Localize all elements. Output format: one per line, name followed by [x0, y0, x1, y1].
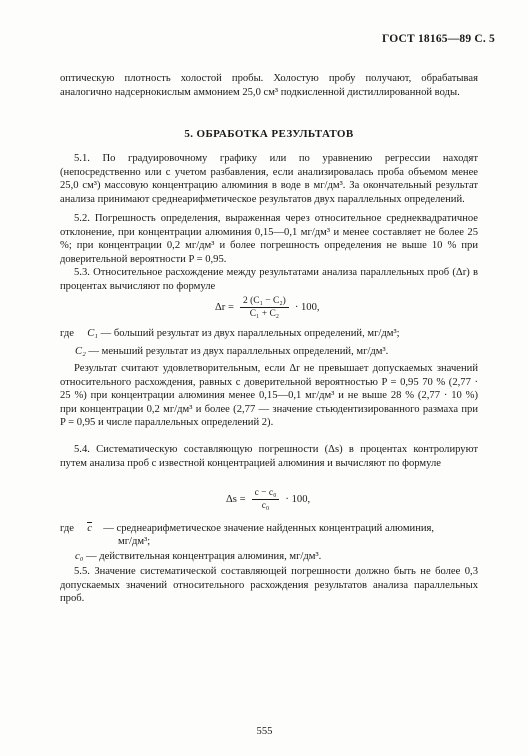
paragraph-5-1: 5.1. По градуировочному графику или по уравнению регрессии находят (непосредственно или с учетом разбавления, если анализировалась проба объемом менее 25,0 см³) массовую концентрацию алюминия в воде в мг/дм³. За окончательный результат анализа принимают среднеарифметическое результатов двух параллельных определений.: [60, 153, 478, 205]
formula1-fraction: [240, 296, 289, 319]
formula2-numerator: c − c₀: [252, 488, 280, 500]
definition-symbol: c: [87, 523, 92, 534]
definition-c1: [60, 327, 400, 341]
definition-c0: [75, 550, 321, 564]
definition-symbol: C₁: [87, 328, 98, 339]
definition-prefix: где: [60, 328, 74, 339]
paragraph-result: Результат считают удовлетворительным, если Δr не превышает допускаемых значений относительного расхождения, равных с доверительной вероятностью P = 0,95 70 % (2,77 · 25 %) при концентрации алюминия менее 0,15—0,1 мг/дм³ и не выше 28 % (2,77 · 10 %) при концентрации 0,2 мг/дм³ и более (2,77 — значение стьюдентизированного размаха при P = 0,95 и числе параллельных определений 2).: [60, 363, 478, 429]
formula2-denominator: c₀: [261, 501, 270, 511]
formula-systematic-error: [226, 488, 310, 511]
formula2-rhs: · 100,: [285, 494, 311, 505]
formula1-rhs: · 100,: [294, 302, 320, 313]
definition-text: — среднеарифметическое значение найденных концентраций алюминия,: [103, 523, 435, 534]
paragraph-5-2: 5.2. Погрешность определения, выраженная через относительное среднеквадратичное отклонение, при концентрации алюминия 0,15—0,1 мг/дм³ и менее составляет не более 25 %; при концентрации 0,2 мг/дм³ и более погрешность определения не выше 10 % при доверительной вероятности P = 0,95.: [60, 213, 478, 265]
definition-text: — действительная концентрация алюминия, мг/дм³.: [86, 551, 322, 562]
formula1-lhs: Δr =: [215, 302, 234, 313]
formula1-numerator: 2 (C₁ − C₂): [240, 296, 289, 308]
definition-symbol: C₂: [75, 346, 86, 357]
paragraph-5-3: 5.3. Относительное расхождение между результатами анализа параллельных проб (Δr) в процентах вычисляют по формуле: [60, 267, 478, 292]
formula1-denominator: C₁ + C₂: [249, 309, 280, 319]
definition-prefix: где: [60, 523, 74, 534]
section-title: 5. ОБРАБОТКА РЕЗУЛЬТАТОВ: [184, 128, 354, 140]
page-header: ГОСТ 18165—89 С. 5: [382, 33, 495, 45]
paragraph-5-4: 5.4. Систематическую составляющую погрешности (Δs) в процентах контролируют путем анализа проб с известной концентрацией алюминия и вычисляют по формуле: [60, 444, 478, 469]
page-number: 555: [256, 726, 273, 737]
definition-c-mean: [60, 522, 434, 536]
formula2-lhs: Δs =: [226, 494, 246, 505]
paragraph-5-5: 5.5. Значение систематической составляющей погрешности должно быть не более 0,3 допускаемых значений относительного расхождения результатов анализа параллельных проб.: [60, 566, 478, 605]
definition-text: — больший результат из двух параллельных определений, мг/дм³;: [100, 328, 400, 339]
definition-text: — меньший результат из двух параллельных определений, мг/дм³.: [88, 346, 389, 357]
definition-c2: [75, 345, 388, 359]
definition-symbol: c₀: [75, 551, 84, 562]
formula2-fraction: [252, 488, 280, 511]
formula-relative-difference: [215, 296, 320, 319]
definition-c-mean-cont: мг/дм³;: [118, 536, 151, 547]
intro-paragraph: оптическую плотность холостой пробы. Холостую пробу получают, обрабатывая аналогично надсернокислым аммонием 25,0 см³ подкисленной дистиллированной воды.: [60, 73, 478, 98]
